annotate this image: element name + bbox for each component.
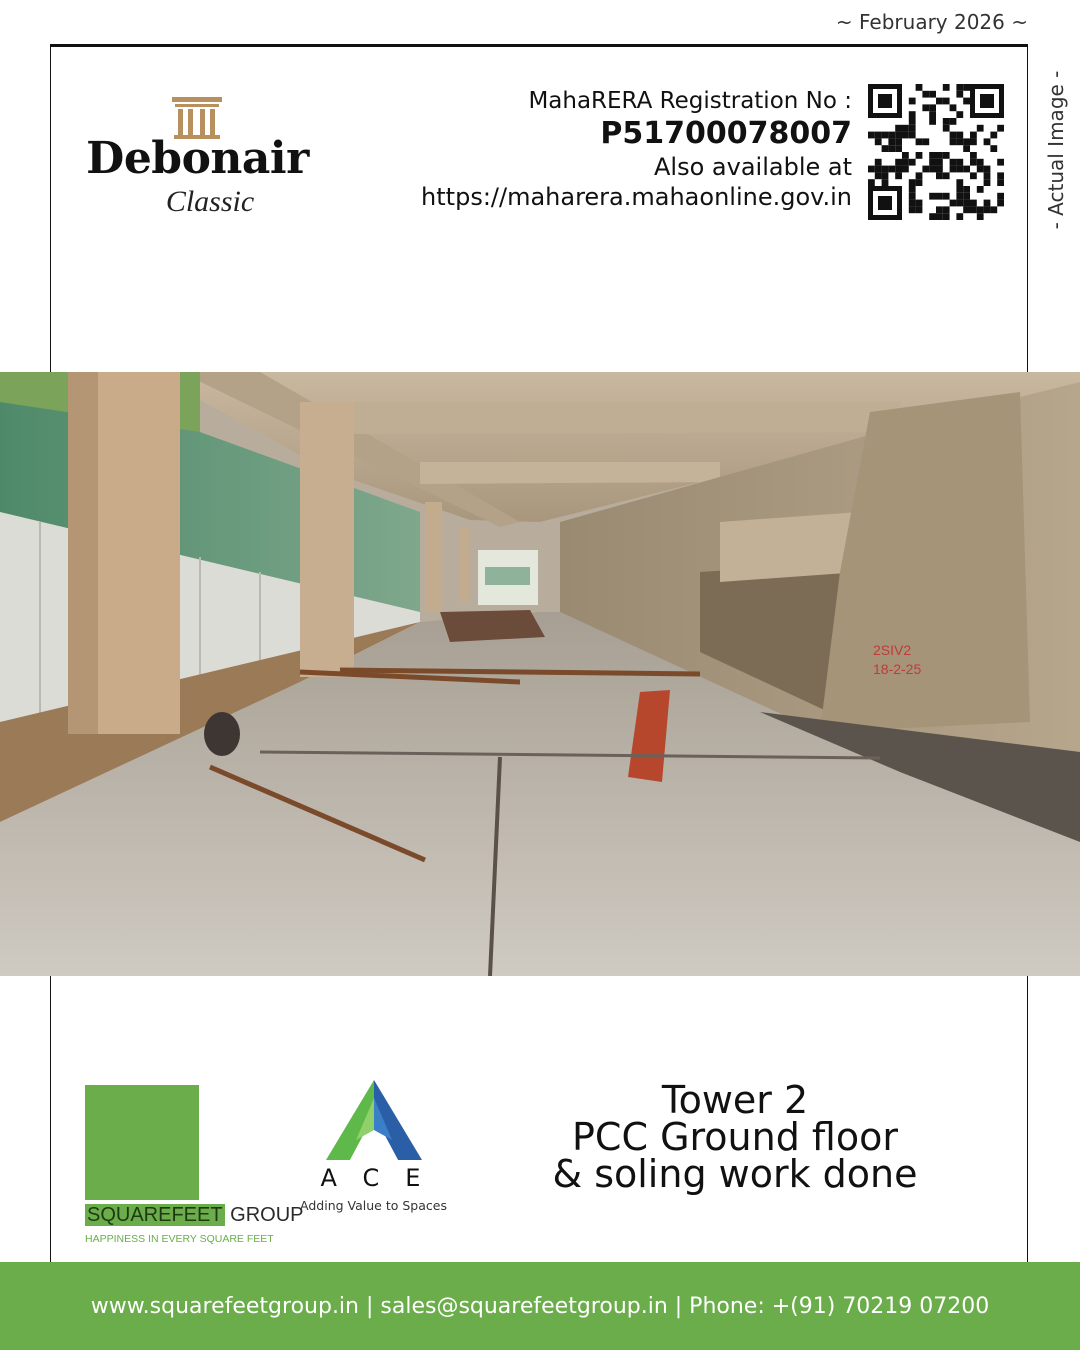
qr-module <box>956 213 963 220</box>
qr-module <box>950 132 957 139</box>
developer-name-part2: GROUP <box>224 1204 304 1226</box>
rera-also: Also available at <box>654 153 852 181</box>
qr-module <box>997 193 1004 200</box>
qr-module <box>909 132 916 139</box>
qr-module <box>963 84 970 91</box>
qr-module <box>956 91 963 98</box>
footer-bar <box>0 1262 1080 1350</box>
qr-module <box>909 186 916 193</box>
qr-module <box>990 145 997 152</box>
qr-module <box>970 159 977 166</box>
qr-module <box>956 159 963 166</box>
qr-module <box>963 98 970 105</box>
qr-module <box>997 200 1004 207</box>
ace-triangle-icon <box>326 1080 422 1160</box>
qr-module <box>963 166 970 173</box>
qr-module <box>977 166 984 173</box>
qr-module <box>956 193 963 200</box>
qr-module <box>909 98 916 105</box>
qr-module <box>950 159 957 166</box>
qr-module <box>929 104 936 111</box>
developer-name <box>85 1204 304 1227</box>
qr-module <box>963 206 970 213</box>
qr-module <box>882 166 889 173</box>
qr-module <box>909 206 916 213</box>
qr-module <box>902 132 909 139</box>
qr-module <box>868 132 875 139</box>
qr-module <box>922 166 929 173</box>
debonair-logo <box>85 95 310 225</box>
qr-module <box>902 166 909 173</box>
qr-module <box>888 145 895 152</box>
qr-module <box>916 206 923 213</box>
qr-module <box>956 166 963 173</box>
actual-image-label: - Actual Image - <box>1044 70 1068 230</box>
qr-module <box>970 138 977 145</box>
qr-module <box>909 200 916 207</box>
qr-module <box>950 118 957 125</box>
caption-line-1: Tower 2 <box>661 1078 809 1122</box>
footer-contact[interactable]: www.squarefeetgroup.in | sales@squarefeetgroup.in | Phone: +(91) 70219 07200 <box>90 1293 990 1319</box>
qr-module <box>895 172 902 179</box>
qr-module <box>936 152 943 159</box>
qr-module <box>984 179 991 186</box>
qr-module <box>909 118 916 125</box>
qr-module <box>916 200 923 207</box>
qr-module <box>936 98 943 105</box>
qr-module <box>922 91 929 98</box>
qr-module <box>963 145 970 152</box>
qr-module <box>943 193 950 200</box>
rera-block <box>421 88 852 211</box>
partner-name: ACE <box>320 1164 447 1192</box>
qr-module <box>875 159 882 166</box>
date-label: ~ February 2026 ~ <box>835 10 1028 34</box>
qr-module <box>916 84 923 91</box>
qr-module <box>977 213 984 220</box>
qr-module <box>916 152 923 159</box>
wall-annotation-1: 2SIV2 <box>873 642 912 658</box>
qr-module <box>943 125 950 132</box>
qr-module <box>950 200 957 207</box>
qr-module <box>943 118 950 125</box>
qr-module <box>943 98 950 105</box>
qr-module <box>970 206 977 213</box>
qr-module <box>868 179 875 186</box>
qr-module <box>895 138 902 145</box>
rera-number: P51700078007 <box>600 116 852 151</box>
qr-module <box>963 138 970 145</box>
qr-module <box>963 193 970 200</box>
qr-module <box>970 172 977 179</box>
qr-module <box>956 132 963 139</box>
qr-module <box>895 166 902 173</box>
qr-code-icon <box>866 82 1006 222</box>
qr-module <box>909 159 916 166</box>
qr-module <box>929 159 936 166</box>
qr-module <box>956 84 963 91</box>
wall-annotation-2: 18-2-25 <box>873 661 922 677</box>
developer-name-part1: SQUAREFEET <box>87 1204 223 1226</box>
project-name: Debonair <box>86 133 309 184</box>
qr-module <box>936 172 943 179</box>
qr-module <box>895 125 902 132</box>
qr-module <box>909 111 916 118</box>
qr-module <box>909 193 916 200</box>
qr-module <box>936 159 943 166</box>
qr-module <box>997 179 1004 186</box>
qr-module <box>868 166 875 173</box>
qr-module <box>902 159 909 166</box>
qr-module <box>875 172 882 179</box>
qr-module <box>895 145 902 152</box>
qr-module <box>916 179 923 186</box>
qr-module <box>902 152 909 159</box>
qr-module <box>950 104 957 111</box>
qr-module <box>916 172 923 179</box>
qr-module <box>875 132 882 139</box>
qr-module <box>936 206 943 213</box>
qr-module <box>970 132 977 139</box>
qr-module <box>936 213 943 220</box>
qr-module <box>929 213 936 220</box>
qr-module <box>888 132 895 139</box>
qr-module <box>936 193 943 200</box>
qr-module <box>929 152 936 159</box>
qr-module <box>929 193 936 200</box>
qr-module <box>916 138 923 145</box>
qr-module <box>977 125 984 132</box>
qr-module <box>929 166 936 173</box>
qr-module <box>990 206 997 213</box>
qr-module <box>956 186 963 193</box>
squarefeet-logo <box>85 1085 304 1245</box>
qr-module <box>909 179 916 186</box>
qr-module <box>984 138 991 145</box>
qr-module <box>984 200 991 207</box>
qr-module <box>929 118 936 125</box>
caption-line-2: PCC Ground floor <box>572 1115 898 1159</box>
qr-module <box>882 145 889 152</box>
qr-module <box>888 138 895 145</box>
rera-url[interactable]: https://maharera.mahaonline.gov.in <box>421 183 852 211</box>
qr-module <box>956 111 963 118</box>
qr-module <box>888 166 895 173</box>
partner-tagline: Adding Value to Spaces <box>300 1198 447 1213</box>
qr-module <box>943 84 950 91</box>
qr-module <box>875 138 882 145</box>
qr-module <box>970 200 977 207</box>
ace-logo <box>296 1080 451 1213</box>
qr-module <box>943 172 950 179</box>
qr-module <box>922 104 929 111</box>
qr-module <box>895 159 902 166</box>
qr-module <box>943 213 950 220</box>
qr-module <box>977 186 984 193</box>
qr-module <box>977 159 984 166</box>
qr-module <box>956 200 963 207</box>
progress-caption <box>515 1078 955 1196</box>
qr-module <box>943 206 950 213</box>
qr-module <box>875 166 882 173</box>
qr-module <box>909 125 916 132</box>
qr-module <box>997 159 1004 166</box>
qr-module <box>922 138 929 145</box>
project-subtitle: Classic <box>165 185 255 218</box>
qr-module <box>882 172 889 179</box>
rera-label: MahaRERA Registration No : <box>528 88 852 114</box>
caption-line-3: & soling work done <box>552 1152 918 1196</box>
qr-module <box>895 132 902 139</box>
qr-module <box>963 200 970 207</box>
photo-illustration <box>0 372 1080 976</box>
construction-site-photo <box>0 372 1080 976</box>
qr-module <box>936 166 943 173</box>
squarefeet-mark-icon <box>85 1085 199 1200</box>
qr-module <box>997 172 1004 179</box>
qr-module <box>902 125 909 132</box>
qr-module <box>956 138 963 145</box>
qr-module <box>984 166 991 173</box>
qr-module <box>943 152 950 159</box>
qr-module <box>882 132 889 139</box>
qr-module <box>950 166 957 173</box>
qr-module <box>970 152 977 159</box>
qr-module <box>984 172 991 179</box>
developer-tagline: HAPPINESS IN EVERY SQUARE FEET <box>85 1233 274 1245</box>
qr-module <box>984 206 991 213</box>
qr-module <box>963 186 970 193</box>
qr-module <box>990 132 997 139</box>
qr-module <box>929 111 936 118</box>
qr-module <box>882 179 889 186</box>
qr-module <box>956 179 963 186</box>
qr-module <box>977 206 984 213</box>
qr-module <box>997 125 1004 132</box>
qr-module <box>950 138 957 145</box>
qr-module <box>929 91 936 98</box>
